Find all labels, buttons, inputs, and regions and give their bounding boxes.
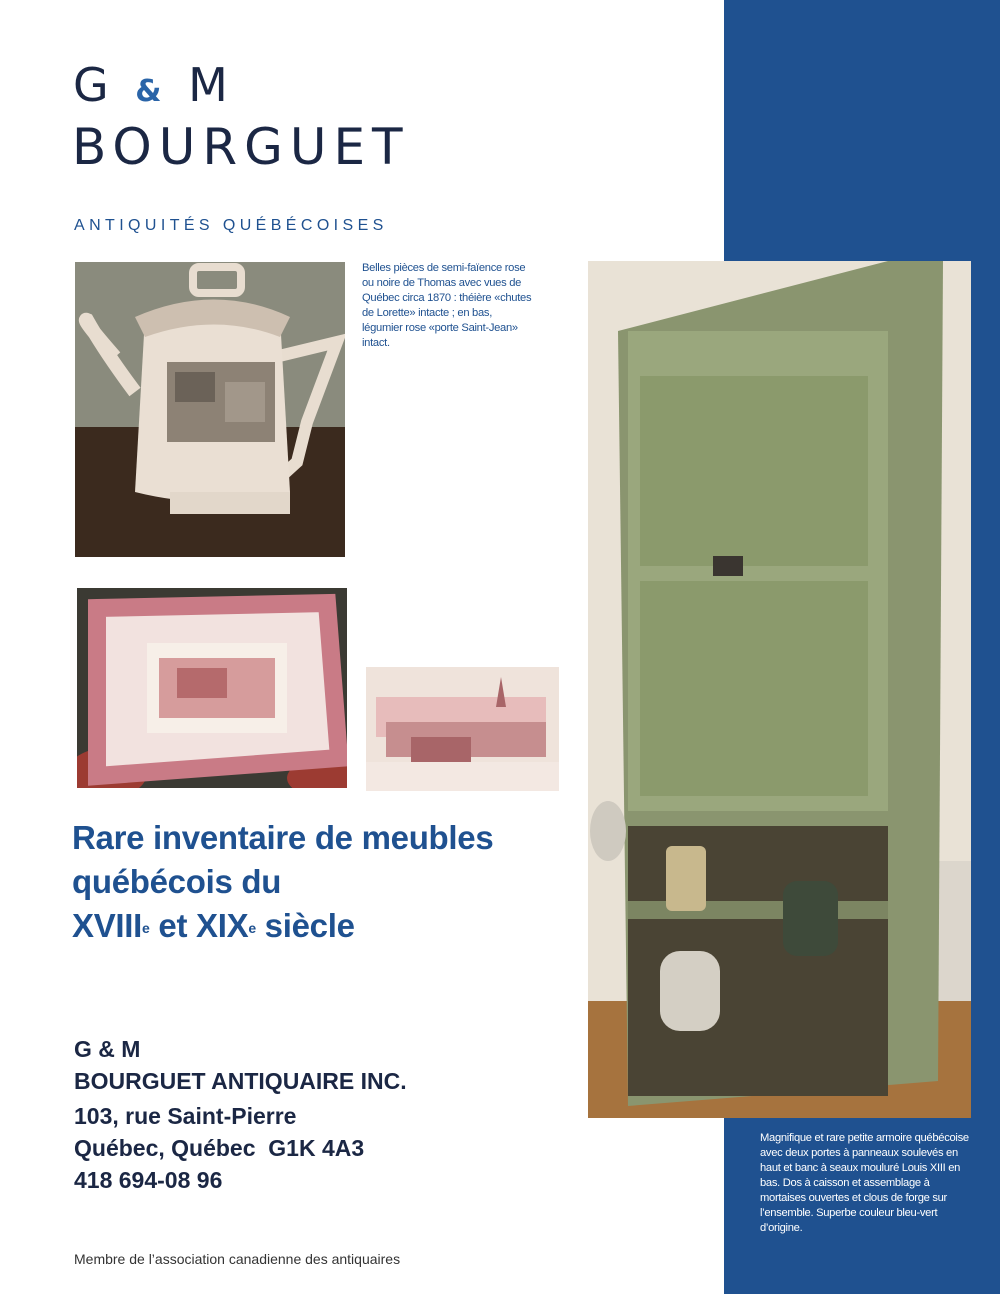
headline-xviii: XVIII <box>72 907 143 944</box>
logo-ampersand: & <box>135 74 167 109</box>
platter-photo <box>77 588 347 788</box>
headline-line1: Rare inventaire de meubles <box>72 819 494 856</box>
porte-saint-jean-photo <box>366 667 559 791</box>
logo-gm <box>73 58 233 112</box>
headline-siecle: siècle <box>255 907 355 944</box>
association-member-note: Membre de l’association canadienne des antiquaires <box>74 1251 401 1267</box>
company-name-line1: G & M <box>74 1036 141 1062</box>
company-name-line2: BOURGUET ANTIQUAIRE INC. <box>74 1068 407 1094</box>
headline <box>72 816 592 948</box>
logo-bourguet: BOURGUET <box>72 118 410 176</box>
address-street: 103, rue Saint-Pierre <box>74 1103 297 1129</box>
company-name <box>74 1033 407 1097</box>
logo-letter-g: G <box>73 58 114 112</box>
headline-sup-e1: e <box>142 920 150 936</box>
headline-sup-e2: e <box>248 920 256 936</box>
headline-et-xix: et XIX <box>149 907 249 944</box>
headline-line3 <box>72 907 355 944</box>
logo-letter-m: M <box>188 58 233 112</box>
phone-number: 418 694-08 96 <box>74 1167 223 1193</box>
tagline: ANTIQUITÉS QUÉBÉCOISES <box>74 217 388 234</box>
company-address <box>74 1100 364 1196</box>
armoire-caption: Magnifique et rare petite armoire québécoise avec deux portes à panneaux soulevés en haut et banc à seaux mouluré Louis XIII en bas. Dos à caisson et assemblage à mortaises ouvertes et clous de forge sur l’ensemble. Superbe couleur bleu-vert d’origine. <box>760 1132 969 1234</box>
address-city: Québec, Québec G1K 4A3 <box>74 1135 365 1161</box>
teapot-photo <box>75 262 345 557</box>
ceramics-caption: Belles pièces de semi-faïence rose ou noire de Thomas avec vues de Québec circa 1870 : théière «chutes de Lorette» intacte ; en bas, légumier rose «porte Saint-Jean» intact. <box>362 262 532 349</box>
headline-line2: québécois du <box>72 863 282 900</box>
armoire-photo <box>588 261 971 1118</box>
